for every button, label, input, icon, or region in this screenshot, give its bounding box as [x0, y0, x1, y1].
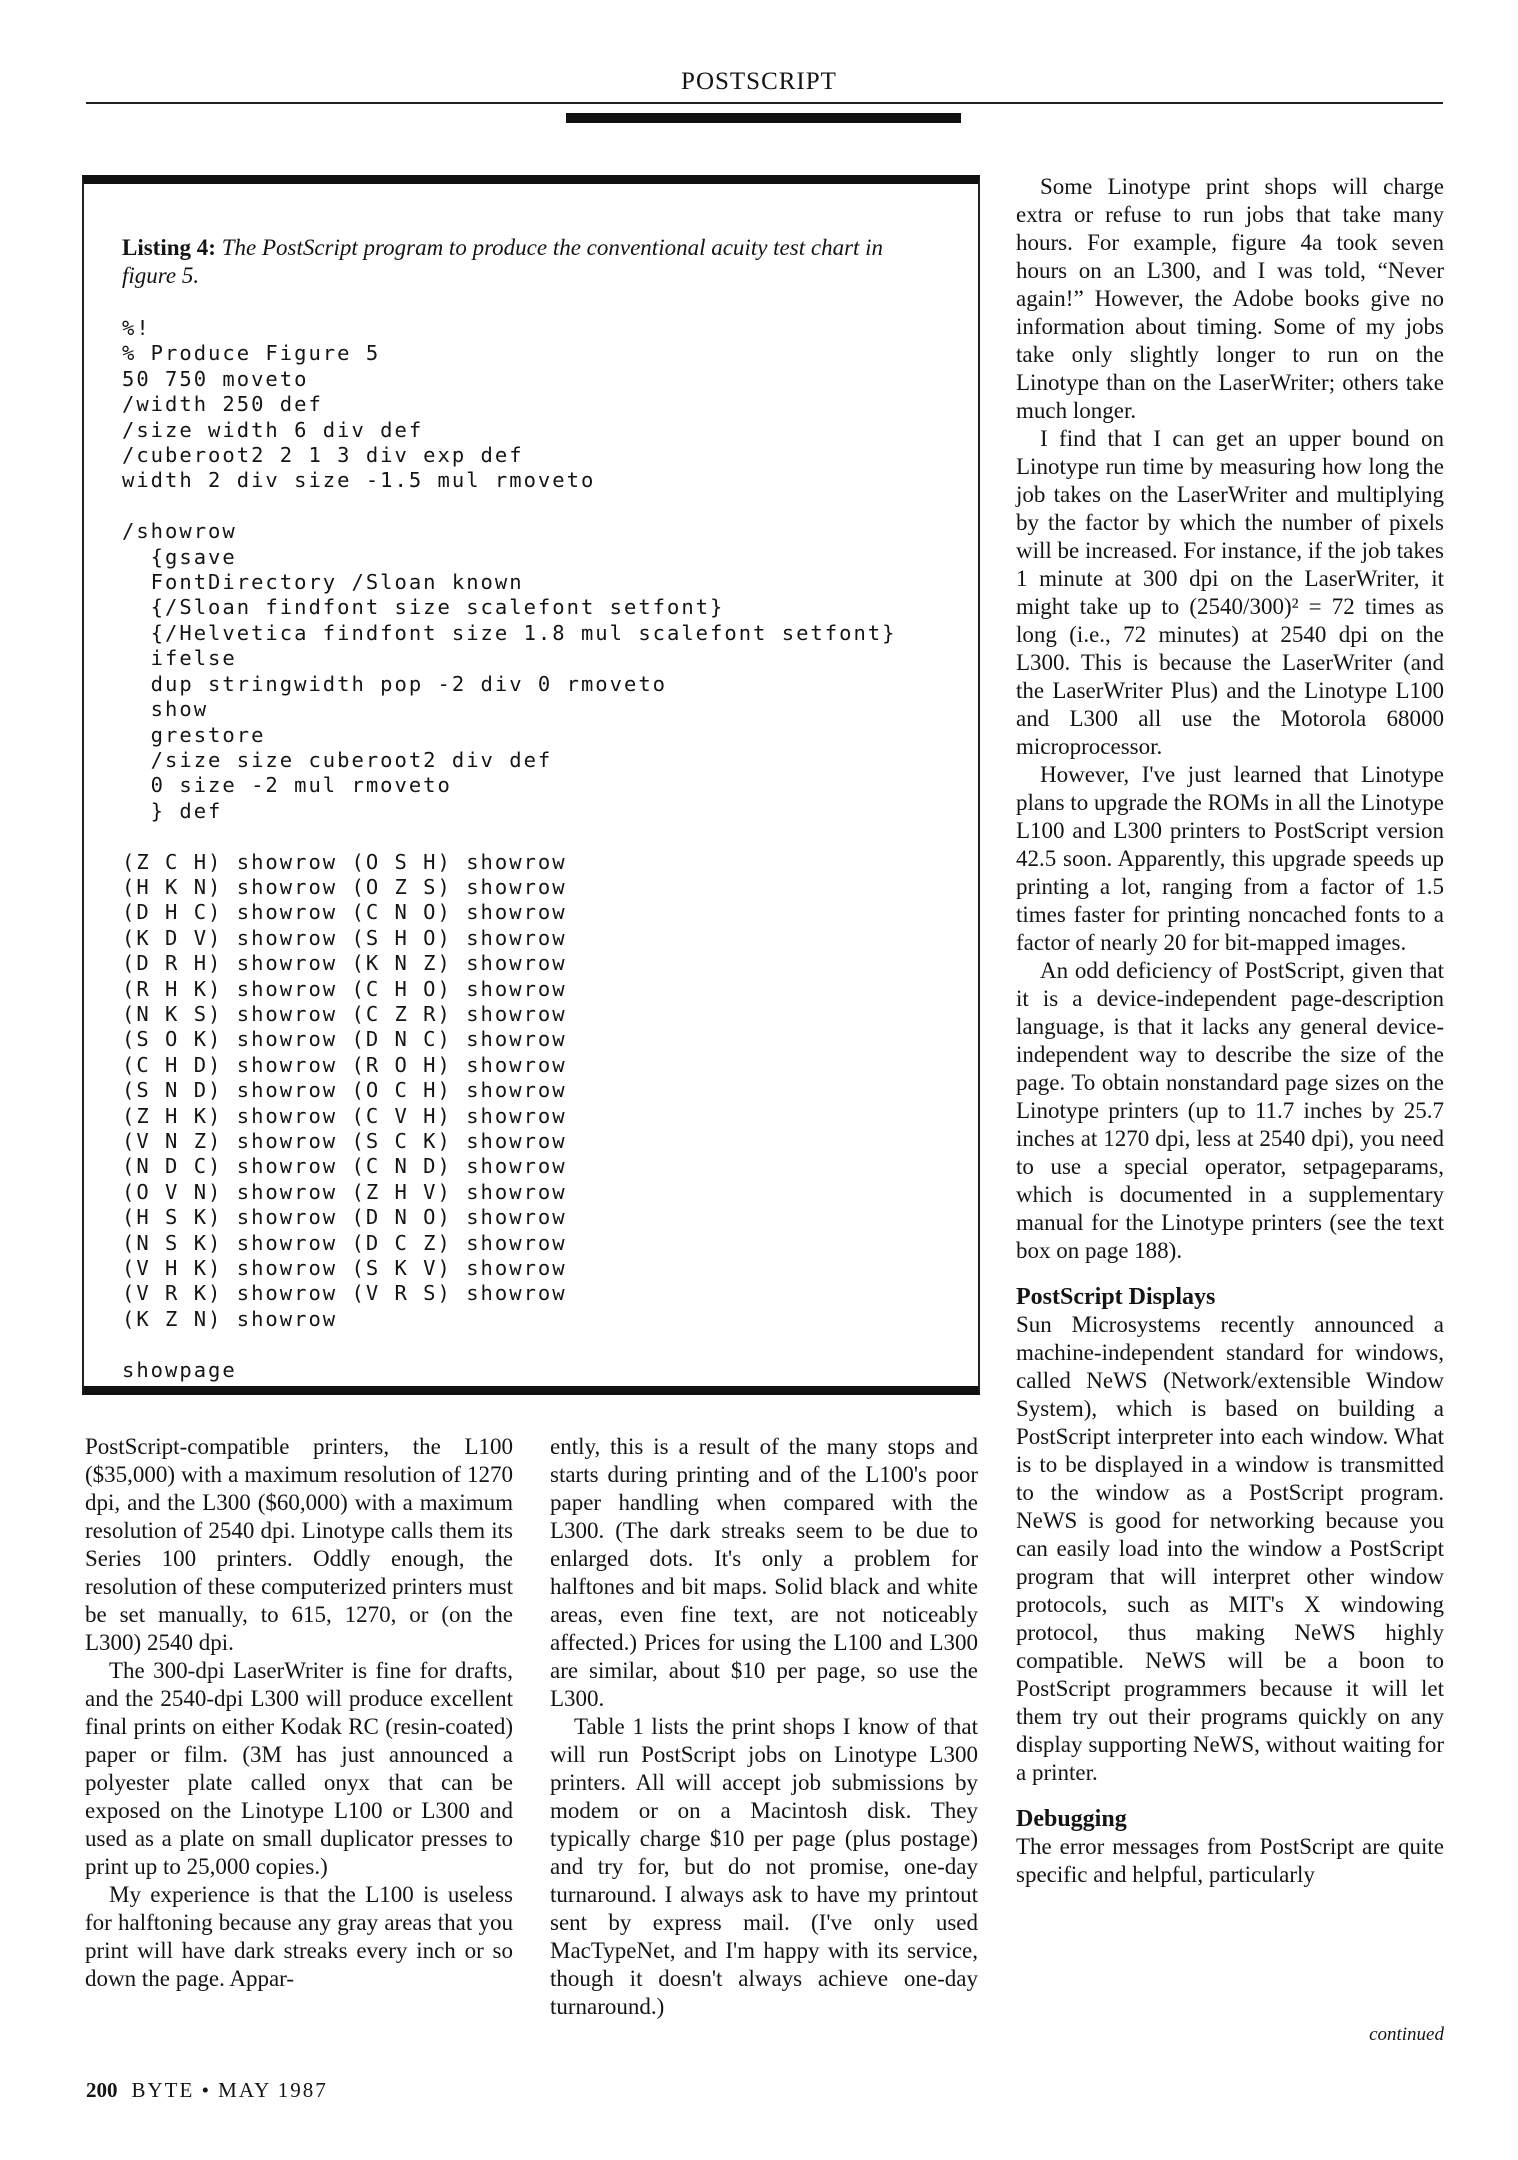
paragraph: Table 1 lists the print shops I know of that will run PostScript jobs on Linotype L300 printers. All will accept job submissions by modem or on a Macintosh disk. They typically charge $10 per page (plus postage) and try for, but do not promise, one-day turnaround. I always ask to have my printout sent by express mail. (I've only used MacTypeNet, and I'm happy with its service, though it doesn't always achieve one-day turnaround.) [550, 1714, 978, 2019]
paragraph: The error messages from PostScript are quite specific and helpful, particularly [1016, 1834, 1444, 1887]
paragraph: My experience is that the L100 is useless for halftoning because any gray areas that you print will have dark streaks every inch or so down the page. Appar- [85, 1882, 513, 1991]
header-rule [86, 102, 1443, 104]
paragraph: I find that I can get an upper bound on Linotype run time by measuring how long the job takes on the LaserWriter and multiplying by the factor by which the number of pixels will be increased. For instance, if the job takes 1 minute at 300 dpi on the LaserWriter, it might take up to (2540/300)² = 72 times as long (i.e., 72 minutes) at 2540 dpi on the L300. This is because the LaserWriter (and the LaserWriter Plus) and the Linotype L100 and L300 all use the Motorola 68000 microprocessor. [1016, 426, 1444, 759]
paragraph: Some Linotype print shops will charge extra or refuse to run jobs that take many hours. For example, figure 4a took seven hours on an L300, and I was told, “Never again!” However, the Adobe books give no information about timing. Some of my jobs take only slightly longer to run on the Linotype than on the LaserWriter; others take much longer. [1016, 174, 1444, 423]
paragraph: Sun Microsystems recently announced a machine-independent standard for windows, called NeWS (Network/extensible Window System), which is based on building a PostScript interpreter into each window. What is to be displayed in a window is transmitted to the window as a PostScript program. NeWS is good for networking because you can easily load into the window a PostScript program that will interpret other window protocols, such as MIT's X windowing protocol, thus making NeWS highly compatible. NeWS will be a boon to PostScript programmers because it will let them try out their programs quickly on any display supporting NeWS, without waiting for a printer. [1016, 1312, 1444, 1785]
listing-caption [122, 234, 922, 290]
paragraph: ently, this is a result of the many stops and starts during printing and of the L100's poor paper handling when compared with the L300. (The dark streaks seem to be due to enlarged dots. It's only a problem for halftones and bit maps. Solid black and white areas, even fine text, are not noticeably affected.) Prices for using the L100 and L300 are similar, about $10 per page, so use the L300. [550, 1434, 978, 1711]
page-number: 200 [86, 2078, 118, 2102]
page-footer [86, 2078, 328, 2103]
listing-label: Listing 4: [122, 235, 216, 260]
column-middle [550, 1433, 978, 2021]
paragraph: However, I've just learned that Linotype plans to upgrade the ROMs in all the Linotype L100 and L300 printers to PostScript version 42.5 soon. Apparently, this upgrade speeds up printing a lot, ranging from a factor of 1.5 times faster for printing noncached fonts to a factor of nearly 20 for bit-mapped images. [1016, 762, 1444, 955]
listing-box [82, 175, 980, 1395]
publication-line: BYTE • MAY 1987 [131, 2078, 328, 2102]
listing-caption-text: The PostScript program to produce the conventional acuity test chart in figure 5. [122, 235, 884, 288]
column-left [85, 1433, 513, 1993]
continued-label: continued [1369, 2024, 1444, 2045]
section-heading: PostScript Displays [1016, 1284, 1216, 1310]
section-heading: Debugging [1016, 1806, 1127, 1832]
header-bar [566, 113, 961, 123]
paragraph: PostScript-compatible printers, the L100 ($35,000) with a maximum resolution of 1270 dpi, and the L300 ($60,000) with a maximum resolution of 2540 dpi. Linotype calls them its Series 100 printers. Oddly enough, the resolution of these computerized printers must be set manually, to 615, 1270, or (on the L300) 2540 dpi. [85, 1434, 513, 1655]
paragraph: An odd deficiency of PostScript, given that it is a device-independent page-description language, is that it lacks any general device-independent way to describe the size of the page. To obtain nonstandard page sizes on the Linotype printers (up to 11.7 inches by 25.7 inches at 1270 dpi, less at 2540 dpi), you need to use a special operator, setpageparams, which is documented in a supplementary manual for the Linotype printers (see the text box on page 188). [1016, 958, 1444, 1263]
paragraph: The 300-dpi LaserWriter is fine for drafts, and the 2540-dpi L300 will produce excellent final prints on either Kodak RC (resin-coated) paper or film. (3M has just announced a polyester plate called onyx that can be exposed on the Linotype L100 or L300 and used as a plate on small duplicator presses to print up to 25,000 copies.) [85, 1658, 513, 1879]
running-header: POSTSCRIPT [681, 68, 837, 95]
listing-code: %! % Produce Figure 5 50 750 moveto /width 250 def /size width 6 div def /cuberoot2 2 1 3 div exp def width 2 div size -1.5 mul rmoveto /showrow {gsave FontDirectory /Sloan known {/Sloan findfont size scalefont setfont} {/Helvetica findfont size 1.8 mul scalefont setfont} ifelse dup stringwidth pop -2 div 0 rmoveto show grestore /size size cuberoot2 div def 0 size -2 mul rmoveto } def (Z C H) showrow (O S H) showrow (H K N) showrow (O Z S) showrow (D H C) showrow (C N O) showrow (K D V) showrow (S H O) showrow (D R H) showrow (K N Z) showrow (R H K) showrow (C H O) showrow (N K S) showrow (C Z R) showrow (S O K) showrow (D N C) showrow (C H D) showrow (R O H) showrow (S N D) showrow (O C H) showrow (Z H K) showrow (C V H) showrow (V N Z) showrow (S C K) showrow (N D C) showrow (C N D) showrow (O V N) showrow (Z H V) showrow (H S K) showrow (D N O) showrow (N S K) showrow (D C Z) showrow (V H K) showrow (S K V) showrow (V R K) showrow (V R S) showrow (K Z N) showrow showpage [122, 316, 897, 1382]
column-right [1016, 173, 1444, 1889]
